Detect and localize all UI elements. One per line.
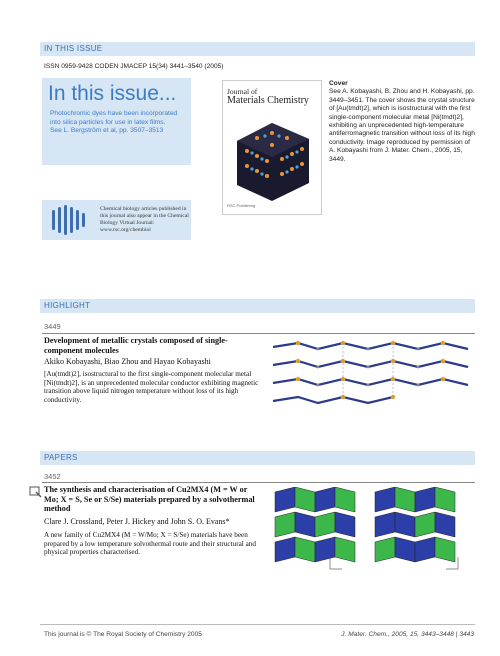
papers-abstract: A new family of Cu2MX4 (M = W/Mo; X = S/Se) materials have been prepared by a low temperature solvothermal route and their structural and physical properties characterised. — [44, 531, 256, 557]
footer-copyright: This journal is © The Royal Society of Chemistry 2005 — [44, 631, 202, 638]
footer-citation: J. Mater. Chem., 2005, 15, 3443–3448 | 3443 — [341, 631, 474, 638]
cover-title — [227, 88, 309, 105]
electronic-supplementary-icon[interactable] — [29, 486, 43, 498]
in-this-issue-text: Photochromic dyes have been incorporated into silica particles for use in latex films. — [50, 110, 178, 126]
in-this-issue-box[interactable] — [42, 78, 191, 165]
issn-line: ISSN 0959-9428 CODEN JMACEP 15(34) 3441–3540 (2005) — [44, 63, 224, 70]
cover-caption-text: See A. Kobayashi, B. Zhou and H. Kobayashi, pp. 3449–3451. The cover shows the crystal structure of [Au(tmdt)2], which is isostructural with the first single-component molecular metal [Ni(tmdt)2], exhibiting an unprecedented high-temperature antiferromagnetic transition without loss of its high conductivity. Image reproduced by permission of A. Kobayashi from J. Mater. Chem., 2005, 15, 3449. — [329, 88, 475, 163]
in-this-issue-ref: See L. Bergström et al, pp. 3507–3513 — [50, 127, 164, 134]
highlight-abstract: [Au(tmdt)2], isostructural to the first single-component molecular metal [Ni(tmdt)2], is an unprecedented molecular conductor exhibiting magnetic transition above liquid nitrogen temperature without loss of its high conductivity. — [44, 370, 259, 404]
cover-journal-line1: Journal of — [227, 87, 258, 96]
journal-cover[interactable] — [222, 80, 322, 215]
highlight-title[interactable]: Development of metallic crystals composed of single-component molecules — [44, 336, 228, 355]
cover-journal-line2: Materials Chemistry — [227, 94, 309, 106]
papers-title[interactable]: The synthesis and characterisation of Cu2MX4 (M = W or Mo; X = S, Se or S/Se) materials prepared by a solvothermal method — [44, 485, 255, 513]
in-this-issue-band: IN THIS ISSUE — [40, 42, 475, 56]
molecular-structure-figure — [268, 335, 478, 435]
chembiol-logo-icon — [48, 204, 94, 236]
papers-authors: Clare J. Crossland, Peter J. Hickey and John S. O. Evans* — [44, 517, 230, 526]
cover-publisher: RSC Publishing — [227, 203, 256, 208]
papers-band: PAPERS — [40, 451, 475, 465]
in-this-issue-title: In this issue... — [48, 82, 177, 105]
cover-caption — [329, 80, 475, 164]
in-this-issue-desc — [50, 110, 185, 136]
highlight-page-number: 3449 — [44, 322, 61, 331]
footer-rule — [40, 624, 475, 625]
highlight-band: HIGHLIGHT — [40, 299, 475, 313]
polyhedral-structure-figure — [270, 487, 470, 577]
highlight-authors: Akiko Kobayashi, Biao Zhou and Hayao Kobayashi — [44, 357, 211, 366]
crystal-structure-image — [227, 111, 317, 203]
chembiol-box[interactable] — [42, 200, 191, 240]
chembiol-text: Chemical biology articles published in this journal also appear in the Chemical Biology Virtual Journal: www.rsc.org/chembiol — [100, 206, 189, 233]
papers-rule — [42, 482, 475, 483]
papers-page-number: 3452 — [44, 472, 61, 481]
cover-caption-heading: Cover — [329, 80, 348, 87]
highlight-rule — [42, 333, 475, 334]
